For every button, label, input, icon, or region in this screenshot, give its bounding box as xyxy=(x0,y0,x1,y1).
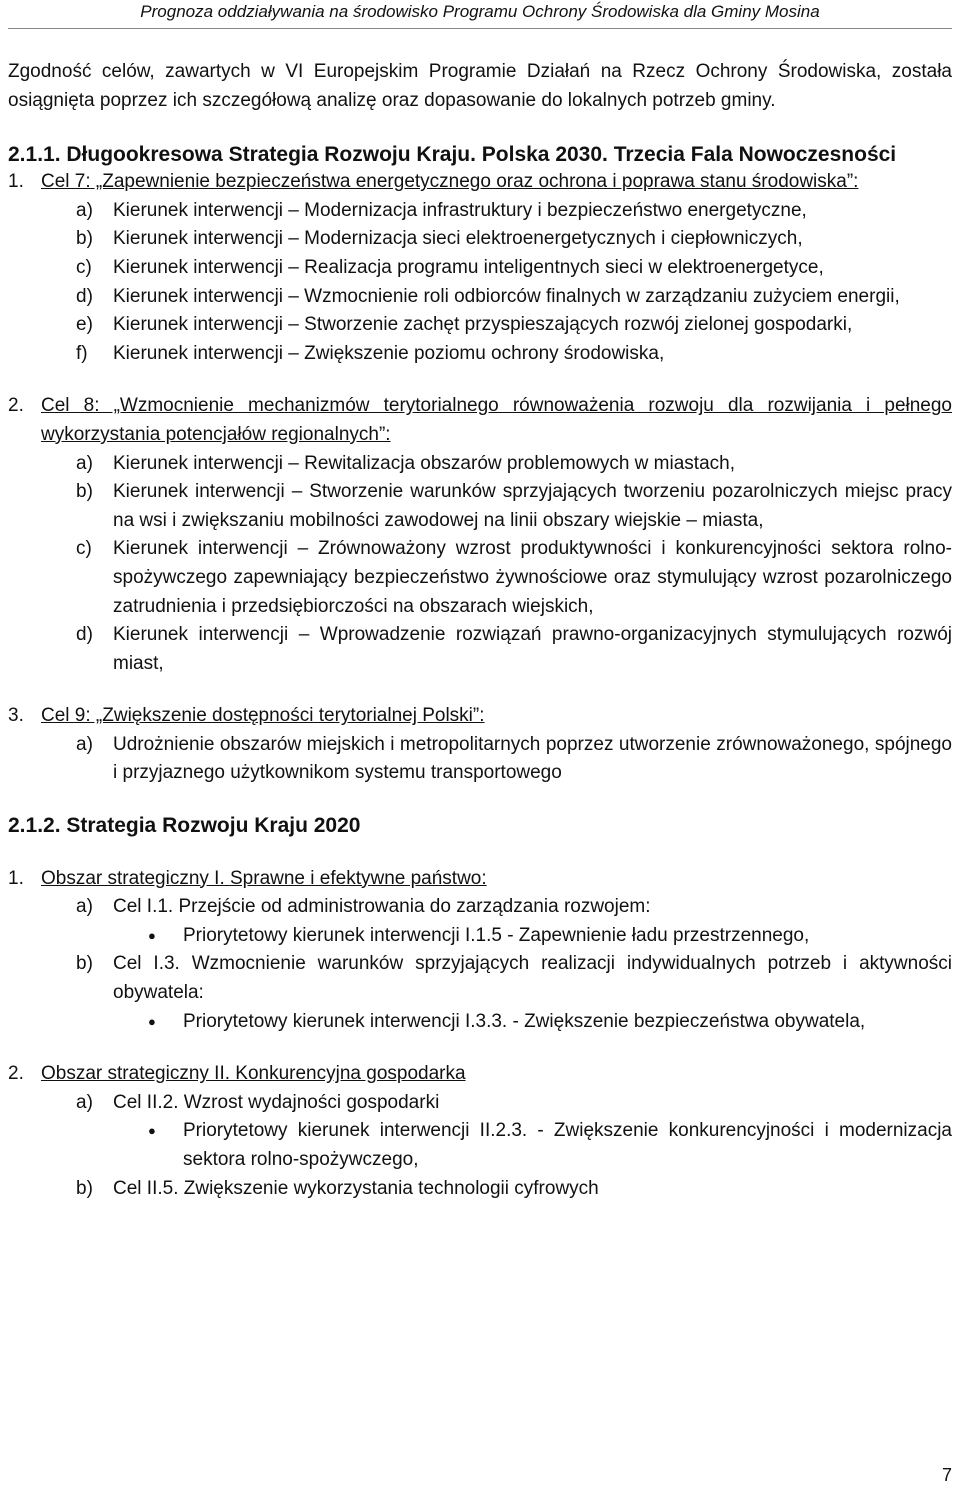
header-rule xyxy=(8,28,952,29)
sub-item xyxy=(8,1089,952,1118)
sub-item xyxy=(8,197,952,226)
sub-item xyxy=(8,731,952,788)
bullet-icon: ● xyxy=(148,1123,156,1139)
bullet-item xyxy=(8,922,952,951)
list-item-title: Obszar strategiczny I. Sprawne i efektywne państwo: xyxy=(41,867,487,889)
sub-item xyxy=(8,535,952,621)
sub-item-text: Kierunek interwencji – Stworzenie zachęt przyspieszających rozwój zielonej gospodarki, xyxy=(113,314,853,336)
sub-item-text: Kierunek interwencji – Stworzenie warunków sprzyjających tworzeniu pozarolniczych miejsc pracy na wsi i zwiększaniu mobilności zawodowej na linii obszary wiejskie – miasta, xyxy=(113,481,952,531)
sub-item xyxy=(8,1175,952,1204)
document-body xyxy=(8,58,952,1203)
sub-item-letter: b) xyxy=(76,1177,93,1199)
list-item-title: Obszar strategiczny II. Konkurencyjna gospodarka xyxy=(41,1063,466,1085)
sub-item-letter: e) xyxy=(76,314,93,336)
section-1-list xyxy=(8,168,952,788)
list-item xyxy=(8,865,952,894)
sub-item xyxy=(8,254,952,283)
running-header: Prognoza oddziaływania na środowisko Programu Ochrony Środowiska dla Gminy Mosina xyxy=(140,2,820,21)
sub-item-letter: a) xyxy=(76,733,93,755)
sub-item xyxy=(8,283,952,312)
list-item-number: 1. xyxy=(8,867,24,889)
list-item-number: 2. xyxy=(8,1063,24,1085)
sub-item-text: Udrożnienie obszarów miejskich i metropolitarnych poprzez utworzenie zrównoważonego, spójnego i przyjaznego użytkownikom systemu transportowego xyxy=(113,733,952,784)
sub-item xyxy=(8,225,952,254)
intro-paragraph: Zgodność celów, zawartych w VI Europejskim Programie Działań na Rzecz Ochrony Środowiska, została osiągnięta poprzez ich szczegółową analizę oraz dopasowanie do lokalnych potrzeb gminy. xyxy=(8,61,952,111)
sub-item-letter: a) xyxy=(76,452,93,474)
section-heading-2-1-1: 2.1.1. Długookresowa Strategia Rozwoju Kraju. Polska 2030. Trzecia Fala Nowoczesności xyxy=(8,143,897,167)
sub-item-text: Kierunek interwencji – Zrównoważony wzrost produktywności i konkurencyjności sektora rolno-spożywczego zapewniający bezpieczeństwo żywnościowe oraz stymulujący wzrost pozarolniczego zatrudnienia i przedsiębiorczości na obszarach wiejskich, xyxy=(113,538,952,617)
sub-item-letter: a) xyxy=(76,896,93,918)
list-item-title: Cel 9: „Zwiększenie dostępności terytorialnej Polski”: xyxy=(41,705,485,727)
bullet-icon: ● xyxy=(148,927,156,943)
sub-item xyxy=(8,950,952,1007)
list-item-title: Cel 8: „Wzmocnienie mechanizmów terytorialnego równoważenia rozwoju dla rozwijania i pełnego wykorzystania potencjałów regionalnych”: xyxy=(41,395,952,445)
sub-item-letter: b) xyxy=(76,228,93,250)
sub-item-text: Cel II.2. Wzrost wydajności gospodarki xyxy=(113,1091,440,1113)
section-heading-2-1-2: 2.1.2. Strategia Rozwoju Kraju 2020 xyxy=(8,814,361,838)
sub-item-letter: d) xyxy=(76,624,93,646)
sub-item-letter: a) xyxy=(76,199,93,221)
sub-item-letter: d) xyxy=(76,285,93,307)
list-item xyxy=(8,168,952,197)
bullet-icon: ● xyxy=(148,1013,156,1029)
list-item-title: Cel 7: „Zapewnienie bezpieczeństwa energetycznego oraz ochrona i poprawa stanu środowiska”: xyxy=(41,171,859,193)
list-item xyxy=(8,702,952,731)
list-item xyxy=(8,1060,952,1089)
bullet-text: Priorytetowy kierunek interwencji I.1.5 - Zapewnienie ładu przestrzennego, xyxy=(183,924,810,946)
list-item-number: 3. xyxy=(8,705,24,727)
sub-item xyxy=(8,340,952,369)
list-item-number: 2. xyxy=(8,395,24,417)
sub-item-text: Kierunek interwencji – Wzmocnienie roli odbiorców finalnych w zarządzaniu zużyciem energii, xyxy=(113,285,900,307)
sub-item-letter: b) xyxy=(76,481,93,503)
sub-item xyxy=(8,450,952,479)
sub-item-text: Kierunek interwencji – Modernizacja sieci elektroenergetycznych i ciepłowniczych, xyxy=(113,228,803,250)
sub-item xyxy=(8,478,952,535)
sub-item-letter: f) xyxy=(76,342,88,364)
sub-item-letter: b) xyxy=(76,953,93,975)
bullet-item xyxy=(8,1117,952,1174)
sub-item-text: Cel I.1. Przejście od administrowania do zarządzania rozwojem: xyxy=(113,896,651,918)
sub-item-text: Kierunek interwencji – Zwiększenie poziomu ochrony środowiska, xyxy=(113,342,665,364)
bullet-item xyxy=(8,1008,952,1037)
sub-item xyxy=(8,311,952,340)
list-item-number: 1. xyxy=(8,171,24,193)
list-item xyxy=(8,392,952,449)
sub-item-text: Kierunek interwencji – Wprowadzenie rozwiązań prawno-organizacyjnych stymulujących rozwój miast, xyxy=(113,624,952,674)
section-2-list xyxy=(8,865,952,1204)
bullet-text: Priorytetowy kierunek interwencji I.3.3. - Zwiększenie bezpieczeństwa obywatela, xyxy=(183,1010,866,1032)
bullet-text: Priorytetowy kierunek interwencji II.2.3. - Zwiększenie konkurencyjności i modernizacja sektora rolno-spożywczego, xyxy=(183,1120,952,1170)
sub-item-letter: c) xyxy=(76,256,92,278)
sub-item-text: Kierunek interwencji – Modernizacja infrastruktury i bezpieczeństwo energetyczne, xyxy=(113,199,807,221)
sub-item-text: Cel I.3. Wzmocnienie warunków sprzyjających realizacji indywidualnych potrzeb i aktywności obywatela: xyxy=(113,953,952,1004)
sub-item-text: Cel II.5. Zwiększenie wykorzystania technologii cyfrowych xyxy=(113,1177,599,1199)
sub-item xyxy=(8,621,952,678)
sub-item xyxy=(8,893,952,922)
sub-item-text: Kierunek interwencji – Rewitalizacja obszarów problemowych w miastach, xyxy=(113,452,735,474)
sub-item-text: Kierunek interwencji – Realizacja programu inteligentnych sieci w elektroenergetyce, xyxy=(113,256,824,278)
page-number: 7 xyxy=(941,1465,952,1485)
sub-item-letter: c) xyxy=(76,538,92,560)
sub-item-letter: a) xyxy=(76,1091,93,1113)
